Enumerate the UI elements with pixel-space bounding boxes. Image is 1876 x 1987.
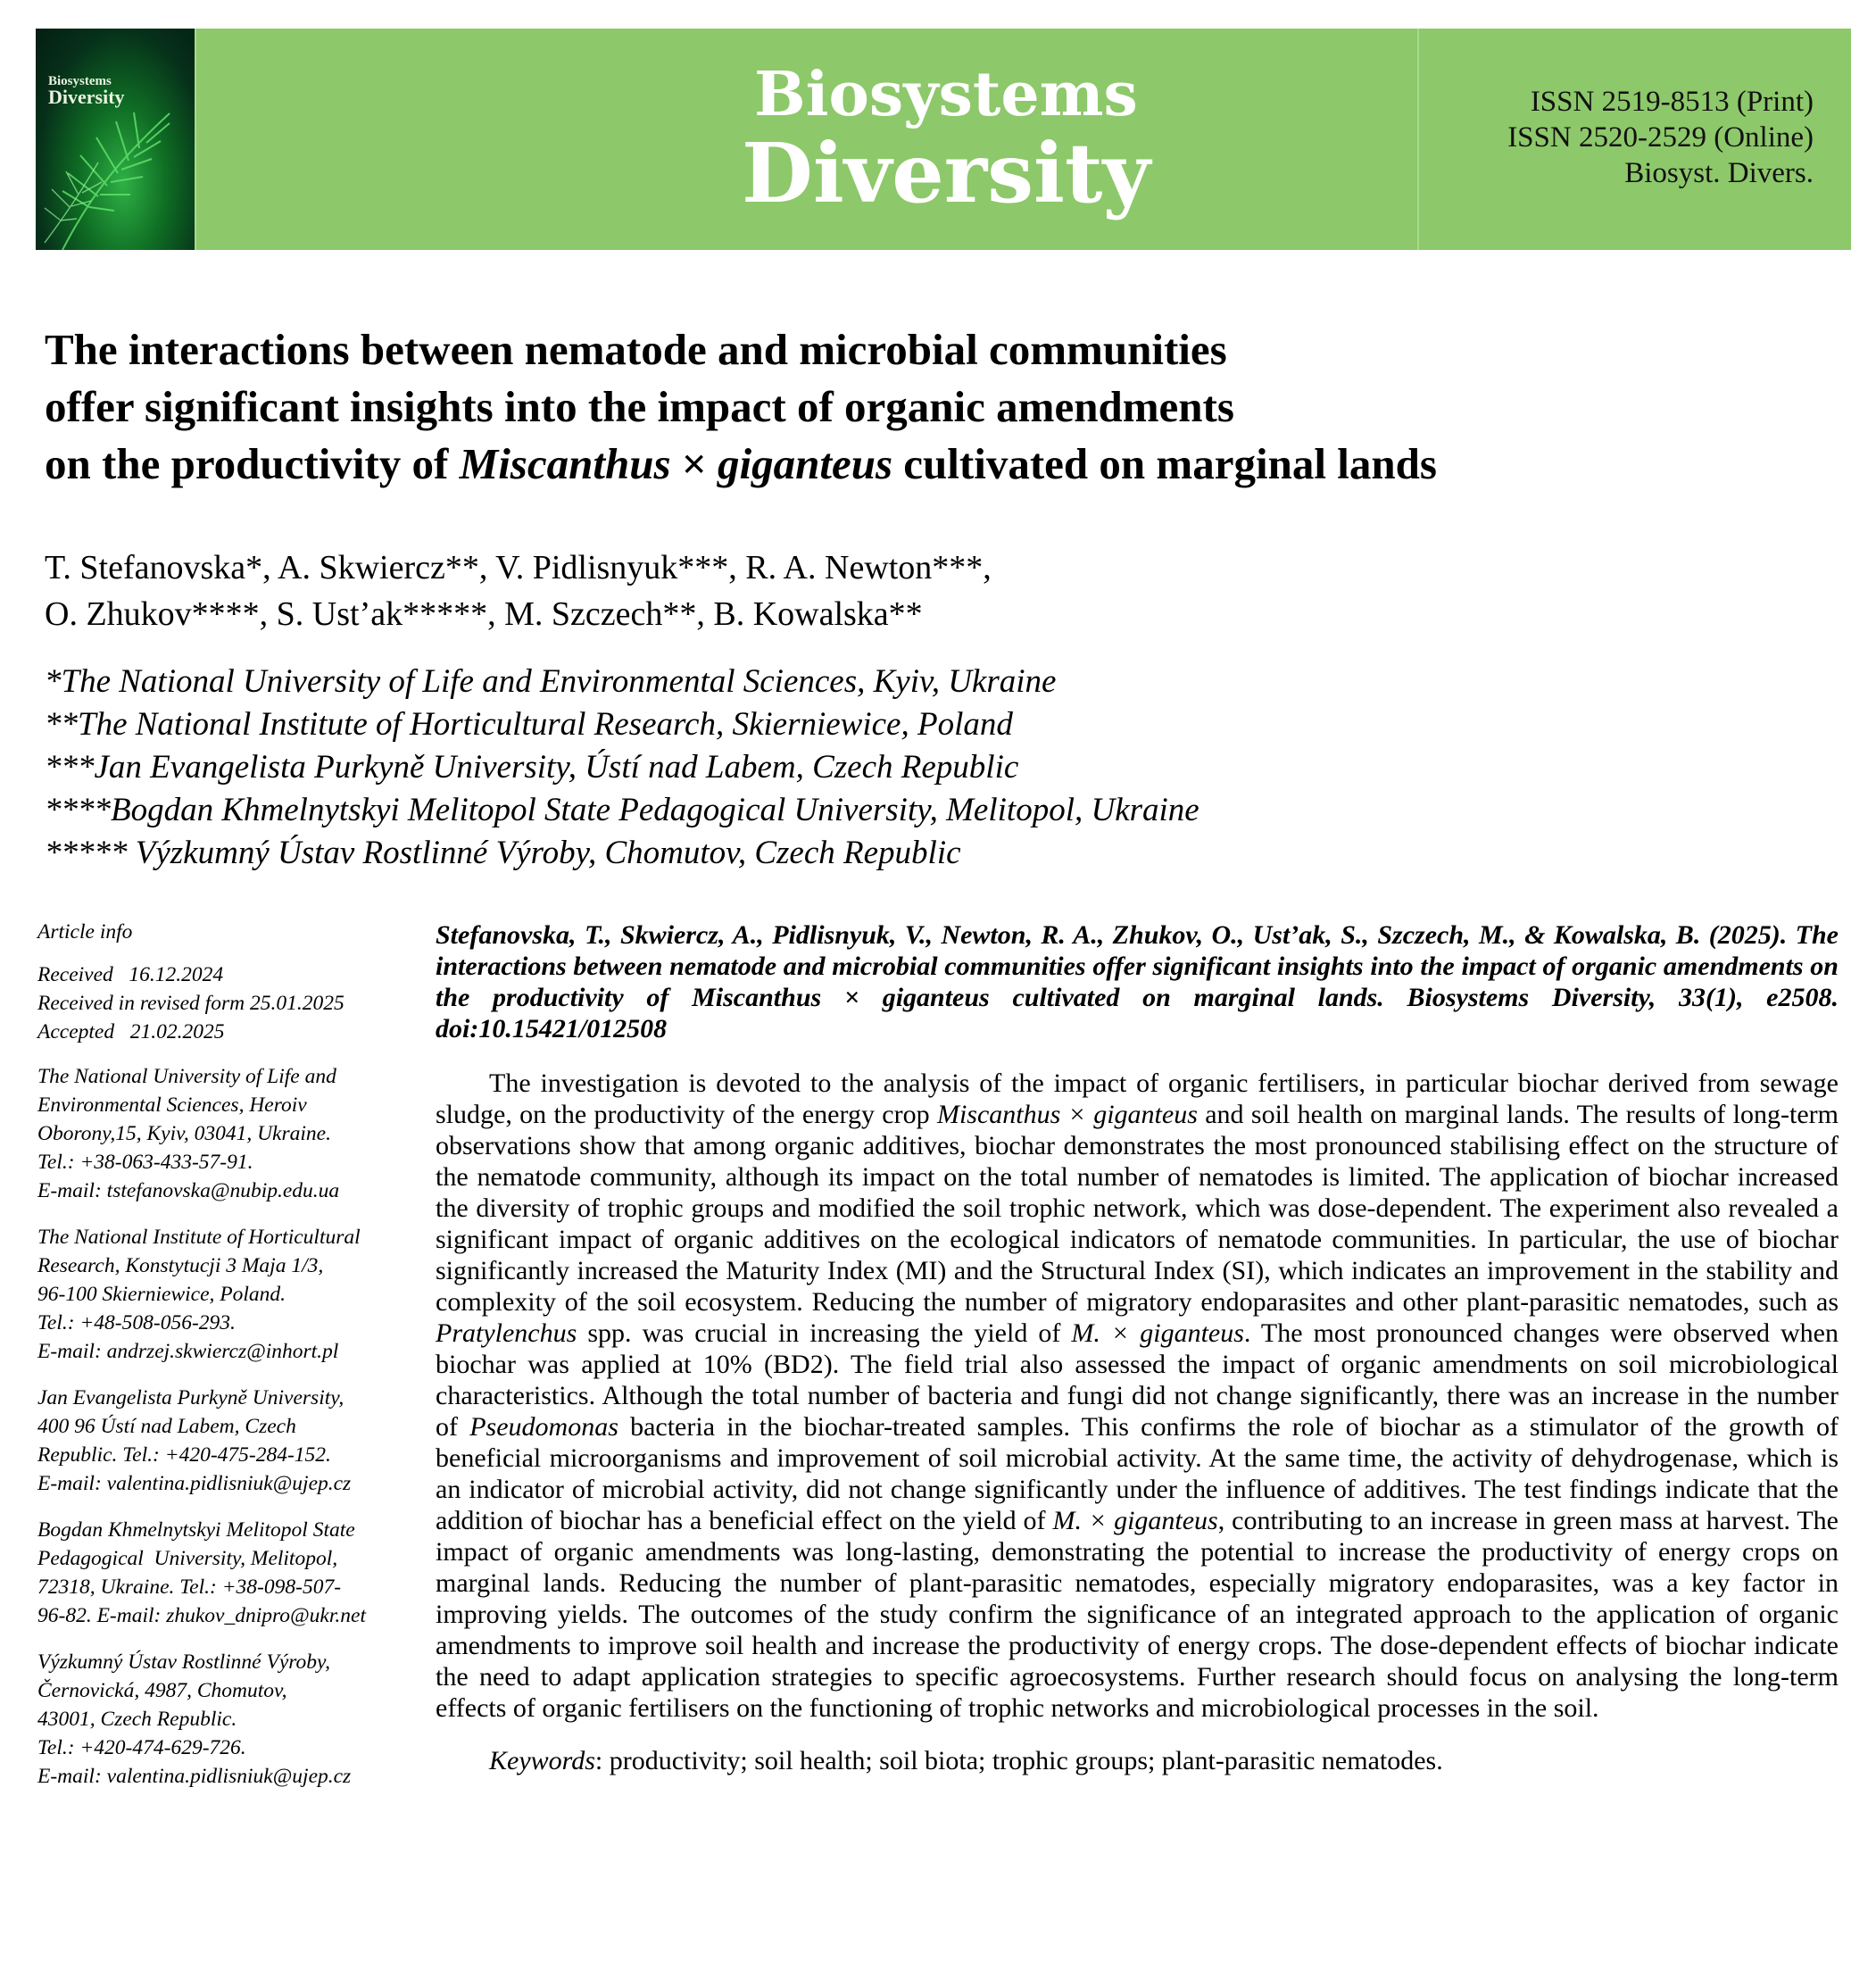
affiliation: *The National University of Life and Environmental Sciences, Kyiv, Ukraine	[45, 663, 1057, 700]
author-line: O. Zhukov****, S. Ust’ak*****, M. Szczech**, B. Kowalska**	[45, 595, 923, 633]
contact-line: Environmental Sciences, Heroiv	[37, 1093, 307, 1117]
abstract-text: . The most pronounced changes were observed when biochar was applied at 10% (BD2). The field trial also assessed the impact of organic amendments on soil microbiological characteristics. Although the total number of bacteria and fungi did not change significantly, there was an increase in the number of	[436, 1318, 1839, 1442]
affiliation: **The National Institute of Horticultural Research, Skierniewice, Poland	[45, 706, 1013, 743]
abstract-text: and soil health on marginal lands. The results of long-term observations show that among organic additives, biochar demonstrates the most pronounced stabilising effect on the structure of the nematode community, although its impact on the total number of nematodes is limited. The application of biochar increased the diversity of trophic groups and modified the soil trophic network, which was dose-dependent. The experiment also revealed a significant impact of organic additives on the ecological indicators of nematode communities. In particular, the use of biochar significantly increased the Maturity Index (MI) and the Structural Index (SI), which indicates an improvement in the stability and complexity of the soil ecosystem. Reducing the number of migratory endoparasites and other plant-parasitic nematodes, such as	[436, 1100, 1839, 1317]
cover-title	[48, 75, 125, 107]
author-line: T. Stefanovska*, A. Skwiercz**, V. Pidlisnyuk***, R. A. Newton***,	[45, 549, 992, 586]
contact-line: 400 96 Ústí nad Labem, Czech	[37, 1415, 296, 1438]
contact-email[interactable]: E-mail: valentina.pidlisniuk@ujep.cz	[37, 1765, 352, 1788]
title-text: ×	[670, 439, 718, 488]
contact-line: Republic. Tel.: +420-475-284-152.	[37, 1443, 331, 1467]
title-text: on the productivity of	[45, 439, 460, 488]
species-name: Miscanthus × giganteus	[936, 1100, 1198, 1129]
journal-name-line2: Diversity	[742, 125, 1150, 221]
article-info-heading: Article info	[37, 920, 133, 944]
main-column	[436, 919, 1839, 1776]
contact-email[interactable]: E-mail: tstefanovska@nubip.edu.ua	[37, 1179, 340, 1202]
contact-line: The National Institute of Horticultural	[37, 1226, 361, 1249]
revised-date: Received in revised form 25.01.2025	[37, 992, 344, 1015]
contact-block	[37, 1062, 430, 1205]
contact-block	[37, 1516, 430, 1630]
abstract-text: , contributing to an increase in green mass at harvest. The impact of organic amendments was long-lasting, demonstrating the potential to increase the productivity of energy crops on marginal lands. Reducing the number of plant-parasitic nematodes, especially migratory endoparasites, was a key factor in improving yields. The outcomes of the study confirm the significance of an integrated approach to the application of organic amendments to improve soil health and increase the productivity of energy crops. The dose-dependent effects of biochar indicate the need to adapt application strategies to specific agroecosystems. Further research should focus on analysing the long-term effects of organic fertilisers on the functioning of trophic networks and microbiological processes in the soil.	[436, 1506, 1839, 1723]
issn-online: ISSN 2520-2529 (Online)	[1507, 121, 1814, 154]
contact-line: Research, Konstytucji 3 Maja 1/3,	[37, 1254, 324, 1277]
contact-line: Jan Evangelista Purkyně University,	[37, 1386, 344, 1409]
journal-abbreviation: Biosyst. Divers.	[1624, 157, 1814, 189]
title-line: The interactions between nematode and microbial communities	[45, 325, 1227, 374]
journal-cover-image	[36, 29, 195, 250]
contact-line: Pedagogical University, Melitopol,	[37, 1547, 338, 1570]
journal-name	[678, 59, 1214, 221]
article-info-sidebar	[37, 918, 430, 1808]
affiliation: ****Bogdan Khmelnytskyi Melitopol State Pedagogical University, Melitopol, Ukraine	[45, 792, 1199, 828]
title-text: cultivated on marginal lands	[892, 439, 1437, 488]
contact-line: Tel.: +48-508-056-293.	[37, 1311, 236, 1334]
contact-line: 72318, Ukraine. Tel.: +38-098-507-	[37, 1575, 342, 1599]
species-name: Miscanthus	[459, 439, 671, 488]
contact-block	[37, 1384, 430, 1498]
species-name: M. × giganteus	[1052, 1506, 1218, 1535]
cover-title-line2: Diversity	[48, 86, 125, 108]
affiliations	[45, 661, 1199, 875]
title-line	[45, 436, 1794, 493]
contact-block	[37, 1223, 430, 1366]
species-name: giganteus	[717, 439, 893, 488]
cover-title-line1: Biosystems	[48, 74, 112, 88]
issn-print: ISSN 2519-8513 (Print)	[1530, 86, 1814, 118]
issn-block	[1507, 84, 1814, 191]
contact-line: Černovická, 4987, Chomutov,	[37, 1679, 287, 1702]
abstract	[436, 1068, 1839, 1724]
abstract-text: bacteria in the biochar-treated samples. This confirms the role of biochar as a stimulator of the growth of beneficial microorganisms and improvement of soil microbial activity. At the same time, the activity of dehydrogenase, which is an indicator of microbial activity, did not change significantly under the influence of additives. The test findings indicate that the addition of biochar has a beneficial effect on the yield of	[436, 1412, 1839, 1535]
contact-block	[37, 1648, 430, 1791]
contact-line: Tel.: +420-474-629-726.	[37, 1736, 246, 1759]
keywords	[436, 1745, 1839, 1776]
author-list	[45, 545, 992, 637]
contact-line: Oborony,15, Kyiv, 03041, Ukraine.	[37, 1122, 331, 1145]
contact-line: 43001, Czech Republic.	[37, 1708, 237, 1731]
journal-name-line1: Biosystems	[754, 59, 1138, 130]
journal-banner	[36, 29, 1851, 250]
contact-line: Výzkumný Ústav Rostlinné Výroby,	[37, 1650, 331, 1674]
contact-line: Tel.: +38-063-433-57-91.	[37, 1151, 253, 1174]
affiliation: ***** Výzkumný Ústav Rostlinné Výroby, Chomutov, Czech Republic	[45, 835, 961, 871]
keywords-label: Keywords	[489, 1746, 595, 1775]
contact-line: 96-100 Skierniewice, Poland.	[37, 1283, 286, 1306]
title-line: offer significant insights into the impact of organic amendments	[45, 382, 1234, 431]
contact-line: The National University of Life and	[37, 1065, 336, 1088]
species-name: Pseudomonas	[469, 1412, 618, 1442]
contact-email[interactable]: 96-82. E-mail: zhukov_dnipro@ukr.net	[37, 1604, 366, 1627]
abstract-text: spp. was crucial in increasing the yield of	[577, 1318, 1072, 1348]
keywords-list: : productivity; soil health; soil biota; trophic groups; plant-parasitic nematodes.	[594, 1746, 1443, 1775]
contact-email[interactable]: E-mail: valentina.pidlisniuk@ujep.cz	[37, 1472, 352, 1495]
species-name: M. × giganteus	[1071, 1318, 1244, 1348]
contact-email[interactable]: E-mail: andrzej.skwiercz@inhort.pl	[37, 1340, 339, 1363]
article-dates	[37, 960, 430, 1046]
contact-line: Bogdan Khmelnytskyi Melitopol State	[37, 1518, 355, 1542]
received-date: Received 16.12.2024	[37, 963, 224, 986]
accepted-date: Accepted 21.02.2025	[37, 1020, 225, 1043]
citation: Stefanovska, T., Skwiercz, A., Pidlisnyuk, V., Newton, R. A., Zhukov, O., Ust’ak, S., Szczech, M., & Kowalska, B. (2025). The interactions between nematode and microbial communities offer significant insights into the impact of organic amendments on the productivity of Miscanthus × giganteus cultivated on marginal lands. Biosystems Diversity, 33(1), e2508. doi:10.15421/012508	[436, 920, 1839, 1043]
affiliation: ***Jan Evangelista Purkyně University, Ústí nad Labem, Czech Republic	[45, 749, 1019, 786]
article-title	[45, 321, 1794, 493]
species-name: Pratylenchus	[436, 1318, 577, 1348]
fern-illustration	[36, 29, 195, 250]
abstract-text: The investigation is devoted to the analysis of the impact of organic fertilisers, in particular biochar derived from sewage sludge, on the productivity of the energy crop	[436, 1068, 1839, 1129]
